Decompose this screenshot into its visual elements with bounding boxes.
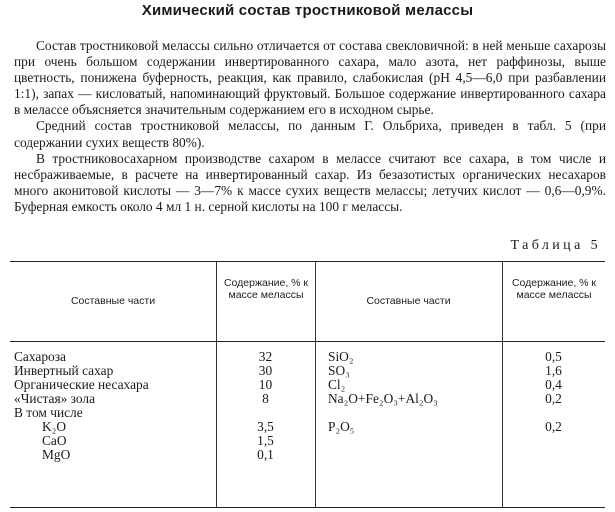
table-row-label: Органические несахара <box>14 377 149 392</box>
table-row-value: 8 <box>262 391 269 406</box>
table-row-label: CaO <box>42 433 67 448</box>
header-component-right: Составные части <box>366 295 451 307</box>
body-text <box>14 38 606 215</box>
table-row-value: 0,2 <box>545 419 562 434</box>
header-content-left: Содержание, % к массе мелассы <box>223 277 309 301</box>
table-row-label: K₂O <box>42 419 67 434</box>
table-row-label: Инвертный сахар <box>14 363 114 378</box>
header-component-left: Составные части <box>70 295 156 307</box>
table-row-value: 0,1 <box>257 447 274 462</box>
table-row-label: В том числе <box>14 405 83 420</box>
table-row-label: Na₂O+Fe₂O₃+Al₂O₃ <box>328 391 438 406</box>
table-row-value: 0,5 <box>545 349 562 364</box>
table-row-value: 32 <box>258 349 273 364</box>
paragraph-2: Средний состав тростниковой мелассы, по данным Г. Ольбриха, приведен в табл. 5 (при содержании сухих веществ 80%). <box>14 118 606 150</box>
table-row-label: SiO₂ <box>328 349 354 364</box>
table-row-label: «Чистая» зола <box>14 391 96 406</box>
table-row-value: 0,4 <box>545 377 562 392</box>
table-row-value: 30 <box>258 363 273 378</box>
table-row-label: P₂O₅ <box>328 419 355 434</box>
table-caption: Таблица 5 <box>510 238 601 253</box>
table-row-value: 3,5 <box>257 419 274 434</box>
table-row-value: 1,5 <box>257 433 274 448</box>
paragraph-3: В тростниковосахарном производстве сахаром в мелассе считают все сахара, в том числе и несбраживаемые, в расчете на инвертированный сахар. Из безазотистых органических несахаров много аконитовой кислоты — 3—7% к массе сухих веществ мелассы; летучих кислот — 0,6—0,9%. Буферная емкость около 4 мл 1 н. серной кислоты на 100 г мелассы. <box>14 150 606 214</box>
document-title: Химический состав тростниковой мелассы <box>141 2 474 19</box>
table-row-value: 1,6 <box>545 363 562 378</box>
table-header-rule <box>10 341 605 342</box>
table-row-label: MgO <box>42 447 71 462</box>
composition-table <box>10 261 605 509</box>
header-content-right: Содержание, % к массе мелассы <box>511 277 597 301</box>
table-row-value: 0,2 <box>545 391 562 406</box>
table-bottom-rule <box>10 507 605 508</box>
table-row-label: SO₃ <box>328 363 350 378</box>
paragraph-1: Состав тростниковой мелассы сильно отличается от состава свекловичной: в ней меньше сахарозы при очень большом содержании инвертированного сахара, мало азота, нет раффинозы, выше цветность, понижена буферность, реакция, как правило, слабокислая (pH 4,5—6,0 при разбавлении 1:1), запах — кисловатый, напоминающий фруктовый. Большое содержание инвертированного сахара в мелассе объясняется значительным содержанием его в исходном сырье. <box>14 38 606 118</box>
table-row-label: Сахароза <box>14 349 66 364</box>
table-row-value: 10 <box>258 377 273 392</box>
table-top-rule <box>10 261 605 262</box>
table-row-label: Cl₂ <box>328 377 346 392</box>
